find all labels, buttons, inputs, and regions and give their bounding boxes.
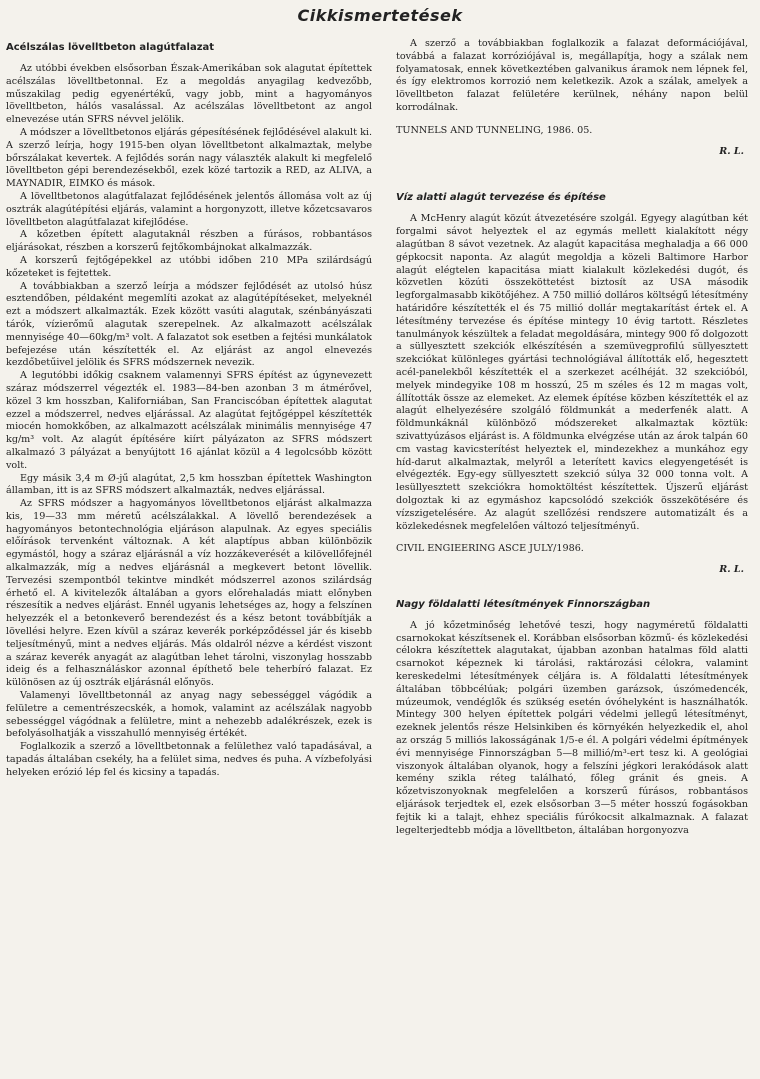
- paragraph: Az utóbbi években elsősorban Észak-Amerikában sok alagutat építettek acélszálas lövelltbetonnal. Ez a megoldás anyagilag kedvezőbb, műszakilag pedig egyenértékű, vagy jobb, mint a hagyományos lövelltbeton, hálós vasalással. Az acélszálas lövelltbetont az angol elnevezése után SFRS névvel jelölik.: [6, 63, 372, 126]
- page-header: Cikkismertetések: [297, 6, 463, 25]
- paragraph: A McHenry alagút közút átvezetésére szolgál. Egyegy alagútban két forgalmi sávot helyeztek el az egymás mellett kialakított négy alagútban 8 sávot vezetnek. Az alagút kapacitása meghaladja a 66 000 gépkocsit naponta. Az alagút megoldja a közeli Baltimore Harbor alagút elégtelen kapacitása miatt kialakult közlekedési dugót, és közvetlen közúti összeköttetést biztosít az USA második legforgalmasabb kikötőjéhez. A 750 millió dolláros költségű létesítmény határidőre készítették el és 75 millió dollár megtakarítást értek el. A létesítmény tervezése és építése mintegy 10 évig tartott. Részletes tanulmányok készültek a feladat megoldására, mintegy 900 fő dolgozott a süllyesztett szekciók elkészítésén a szemüvegprofilú süllyesztett szekciókat különleges gyártási technológiával állították elő, hegesztett acél-panelekből készítették el a szerkezet acélhéját. 32 szekcióból, melyek mindegyike 108 m hosszú, 25 m széles és 12 m magas volt, állították össze az elemeket. Az elemek építése közben készítették el az alagút elhelyezésére szolgáló földmunkát a mederfenék alatt. A földmunkáknál különböző módszereket alkalmaztak köztük: szivattyúzásos eljárást is. A földmunka elvégzése után az árok talpán 60 cm vastag kavicsterítést helyeztek el, mindezekhez a munkához egy híd-darut alkalmaztak, melyről a leterített kavics elegyengetését is elvégezték. Egy-egy süllyesztett szekció súlya 32 000 tonna volt. A lesüllyesztett szekciókra homoktöltést készítettek. Újszerű eljárást dolgoztak ki az egymáshoz kapcsolódó szekciók összekötésére és vízszigetelésére. Az alagút szellőzési rendszere automatizált és a közlekedésnek megfelelően változó teljesítményű.: [396, 213, 748, 532]
- article-title-finland: Nagy földalatti létesítmények Finnországban: [396, 598, 651, 610]
- paragraph: A szerző a továbbiakban foglalkozik a falazat deformációjával, továbbá a falazat korróziójával is, megállapítja, hogy a szálak nem folyamatosak, ennek következtében galvanikus áramok nem lépnek fel, és így elektromos korrozió nem keletkezik. Azok a szálak, amelyek a lövelltbeton falazat felületére kerülnek, néhány napon belül korrodálnak.: [396, 38, 748, 113]
- paragraph: Foglalkozik a szerző a lövelltbetonnak a felülethez való tapadásával, a tapadás általában csekély, ha a felület sima, nedves és puha. A vízbefolyási helyeken erózió lép fel és kicsiny a tapadás.: [6, 741, 372, 778]
- source-citation: TUNNELS AND TUNNELING, 1986. 05.: [396, 124, 593, 136]
- paragraph: A legutóbbi időkig csaknem valamennyi SFRS építést az úgynevezett száraz módszerrel végezték el. 1983—84-ben azonban 3 m átmérővel, közel 3 km hosszban, Kaliforniában, San Franciscóban építettek alagutat ezzel a módszerrel, nedves eljárással. Az alagútat fejtőgéppel készítették miocén homokkőben, az alkalmazott acélszálak minimális mennyisége 47 kg/m³ volt. Az alagút építésére kiírt pályázaton az SFRS módszert alkalmazó 3 pályázat a benyújtott 16 ajánlat közül a 4 legolcsóbb között volt.: [6, 370, 372, 471]
- paragraph: Az SFRS módszer a hagyományos lövelltbetonos eljárást alkalmazza kis, 19—33 mm méretű acélszálakkal. A lövellő berendezések a hagyományos betontechnológia eljáráson alapulnak. Az egyes speciális előírások tervenként változnak. A két alaptípus abban különbözik egymástól, hogy a száraz eljárásnál a víz hozzákeverését a kilövellőfejnél alkalmazzák, míg a nedves eljárásnál a megkevert betont lövellik. Tervezési szempontból tekintve mindkét módszerrel azonos szilárdság érhető el. A kivitelezők általában a gyors előrehaladás miatt előnyben részesítik a nedves eljárást. Ennél ugyanis lehetséges az, hogy a felszínen helyezzék el a betonkeverő berendezést és a kész betont továbbítják a lövellési helyre. Ezen kívül a száraz keverék porképződéssel jár és kisebb teljesítményű, mint a nedves eljárás. Más oldalról nézve a kérdést viszont a száraz keverék anyagát az alagútban lehet tárolni, viszonylag hosszabb ideig és a felhasználáskor azonnal építhető bele teherbíró falazat. Ez különösen az új osztrák eljárásnál előnyös.: [6, 498, 372, 689]
- spacer: [396, 577, 748, 599]
- paragraph: Egy másik 3,4 m Ø-jű alagútat, 2,5 km hosszban építettek Washington államban, itt is az SFRS módszert alkalmazták, nedves eljárással.: [6, 472, 372, 497]
- paragraph: A korszerű fejtőgépekkel az utóbbi időben 210 MPa szilárdságú kőzeteket is fejtettek.: [6, 254, 372, 279]
- spacer: [396, 158, 748, 192]
- source-citation: CIVIL ENGIEERING ASCE JULY/1986.: [396, 543, 584, 555]
- right-column: [396, 38, 748, 1075]
- article-title-steel-fiber: Acélszálas lövelltbeton alagútfalazat: [6, 42, 215, 53]
- paragraph: A módszer a lövelltbetonos eljárás gépesítésének fejlődésével alakult ki. A szerző leírja, hogy 1915-ben olyan lövelltbetont alkalmaztak, melybe bőrszálakat kevertek. A fejlődés során nagy választék alakult ki megfelelő lövelltbeton gépi berendezésekből, ezek közé tartozik a RED, az ALIVA, a MAYNADIR, EIMKO és mások.: [6, 126, 372, 190]
- paragraph: A kőzetben épített alagutaknál részben a fúrásos, robbantásos eljárásokat, részben a korszerű fejtőkombájnokat alkalmazzák.: [6, 229, 372, 254]
- paragraph: A jó kőzetminőség lehetővé teszi, hogy nagyméretű földalatti csarnokokat készítsenek el. Korábban elsősorban közmű- és közlekedési célokra készítettek alagutakat, újabban azonban hatalmas föld alatti csarnokot képeznek ki tárolási, raktározási célokra, valamint kereskedelmi létesítmények céljára is. A földalatti létesítmények általában többcélúak; polgári üzemben garázsok, úszómedencék, múzeumok, vendéglők és szükség esetén óvóhelyként is használhatók. Mintegy 300 helyen építettek polgári védelmi jellegű létesítményt, ezeknek jelentős része Helsinkiben és környékén helyezkedik el, ahol az ország 5 milliós lakosságának 1/5-e él. A polgári védelmi építmények évi mennyisége Finnországban 5—8 millió/m³-ert tesz ki. A geológiai viszonyok általában olyanok, hogy a felszíni jégkori lerakódások alatt kemény szikla réteg található, főleg gránit és gneis. A kőzetviszonyoknak megfelelően a korszerű fúrásos, robbantásos eljárások terjedtek el, ezek elsősorban 3—5 méter hosszú fogásokban fejtik ki a talajt, ehhez speciális fúrókocsit alkalmaznak. A falazat legelterjedtebb módja a lövelltbeton, általában horgonyozva: [396, 619, 748, 836]
- left-column: [6, 42, 372, 1075]
- author-initials: R. L.: [719, 564, 744, 576]
- author-initials: R. L.: [719, 145, 744, 157]
- paragraph: A lövelltbetonos alagútfalazat fejlődésének jelentős állomása volt az új osztrák alagútépítési eljárás, valamint a horgonyzott, illetve kőzetcsavaros lövelltbeton alagútfalazat kifejlődése.: [6, 190, 372, 228]
- paragraph: Valamenyi lövelltbetonnál az anyag nagy sebességgel vágódik a felületre a cementrészecskék, a homok, valamint az acélszálak nagyobb sebességgel vágódnak a felületre, mint a nehezebb adalékrészek, ezek is befolyásolhatják a visszahulló mennyiség értékét.: [6, 690, 372, 740]
- paragraph: A továbbiakban a szerző leírja a módszer fejlődését az utolsó húsz esztendőben, példaként megemlíti azokat az alagútépítéseket, melyeknél ezt a módszert alkalmazták. Ezek között vasúti alagutak, szénbányászati tárók, vízierőmű alagutak szerepelnek. Az alkalmazott acélszálak mennyisége 40—60kg/m³ volt. A falazatot sok esetben a fejtési munkálatok befejezése után készítették el. Az eljárást az angol elnevezés kezdőbetűivel jelölik és SFRS módszernek nevezik.: [6, 280, 372, 369]
- article-title-underwater-tunnel: Víz alatti alagút tervezése és építése: [396, 192, 606, 204]
